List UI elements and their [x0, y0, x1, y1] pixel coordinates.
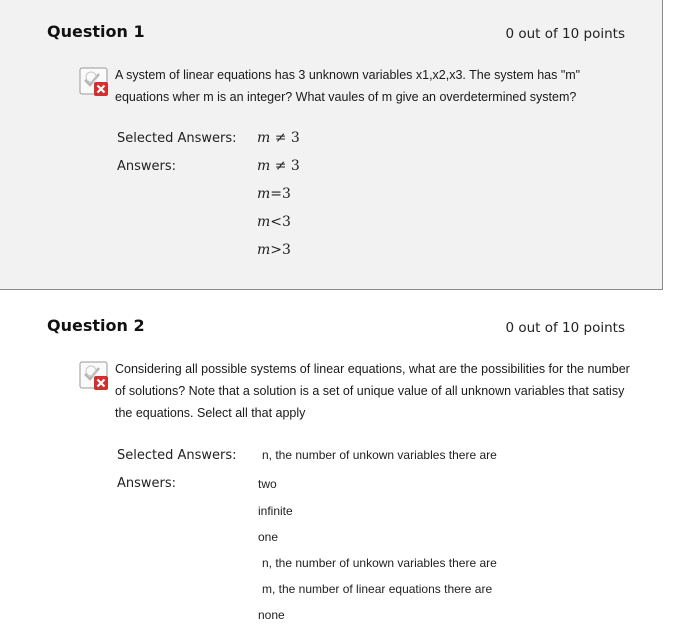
question-1-answers-label: Answers: — [117, 159, 177, 174]
question-2-answer-option: one — [258, 530, 279, 544]
question-2-title: Question 2 — [47, 316, 145, 335]
question-2-answer-option: m, the number of linear equations there are — [262, 582, 493, 596]
question-1-selected-answer: m ≠ 3 — [257, 130, 300, 146]
question-1-panel — [0, 0, 663, 290]
question-2-answer-option: none — [258, 608, 285, 622]
question-2-answer-option: infinite — [258, 504, 293, 518]
question-2-selected-answer: n, the number of unkown variables there are — [262, 448, 497, 462]
question-1-text-line-2: equations wher m is an integer? What vaules of m give an overdetermined system? — [115, 90, 577, 104]
question-1-points: 0 out of 10 points — [505, 26, 625, 42]
question-2-selected-label: Selected Answers: — [117, 448, 237, 463]
question-2-answer-option: two — [258, 477, 277, 491]
question-1-title: Question 1 — [47, 22, 145, 41]
question-2-answer-option: n, the number of unkown variables there are — [262, 556, 497, 570]
question-2-text-line-3: the equations. Select all that apply — [115, 406, 306, 420]
incorrect-answer-icon — [78, 66, 110, 98]
incorrect-answer-icon — [78, 360, 110, 392]
question-2-text-line-1: Considering all possible systems of linear equations, what are the possibilities for the number — [115, 362, 630, 376]
question-1-answer-option: m ≠ 3 — [257, 158, 300, 174]
question-2-points: 0 out of 10 points — [505, 320, 625, 336]
question-1-answer-option: m>3 — [257, 242, 291, 258]
question-1-answer-option: m<3 — [257, 214, 291, 230]
question-1-answer-option: m=3 — [257, 186, 291, 202]
question-2-answers-label: Answers: — [117, 476, 177, 491]
question-1-selected-label: Selected Answers: — [117, 131, 237, 146]
question-1-text-line-1: A system of linear equations has 3 unknown variables x1,x2,x3. The system has "m" — [115, 68, 581, 82]
question-2-text-line-2: of solutions? Note that a solution is a set of unique value of all unknown variables that satisy — [115, 384, 625, 398]
